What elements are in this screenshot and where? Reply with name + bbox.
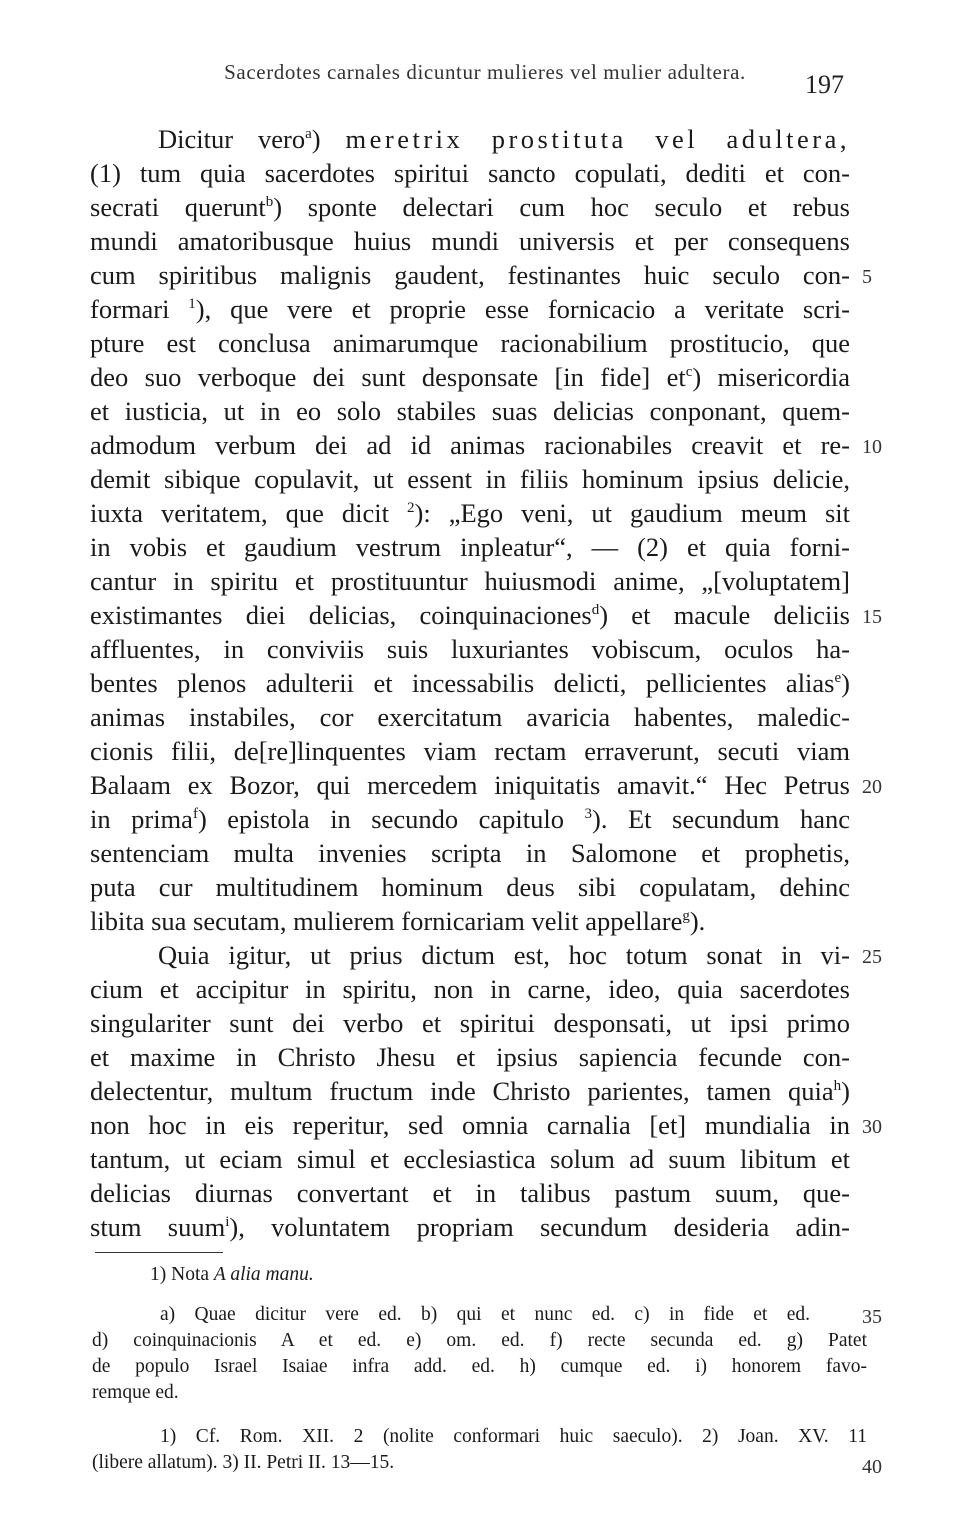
text-line: Dicitur vero$^a$) meretrix prostituta vel adultera, <box>158 124 850 154</box>
text-line: affluentes, in conviviis suis luxuriantes vobiscum, oculos ha- <box>90 634 850 664</box>
footnote-separator <box>95 1252 223 1253</box>
text-line: in prima$^f$) epistola in secundo capitulo $^3$). Et secundum hanc <box>90 804 850 834</box>
text-line: delicias diurnas convertant et in talibus pastum suum, que- <box>90 1178 850 1208</box>
text-line: demit sibique copulavit, ut essent in filiis hominum ipsius delicie, <box>90 464 850 494</box>
text-line: delectentur, multum fructum inde Christo parientes, tamen quia$^h$) <box>90 1076 850 1106</box>
text-line: puta cur multitudinem hominum deus sibi copulatam, dehinc <box>90 872 850 902</box>
text-line: admodum verbum dei ad id animas racionabiles creavit et re- <box>90 430 850 460</box>
text-line: libita sua secutam, mulierem fornicariam velit appellare$^g$). <box>90 906 706 936</box>
text-line: secrati querunt$^b$) sponte delectari cum hoc seculo et rebus <box>90 192 850 222</box>
text-line: et maxime in Christo Jhesu et ipsius sapiencia fecunde con- <box>90 1042 850 1072</box>
footnote-line: d) coinquinacionis A et ed. e) om. ed. f) recte secunda ed. g) Patet <box>92 1330 867 1351</box>
text-line: sentenciam multa invenies scripta in Salomone et prophetis, <box>90 838 850 868</box>
text-line: et iusticia, ut in eo solo stabiles suas delicias conponant, quem- <box>90 396 850 426</box>
text-line: in vobis et gaudium vestrum inpleatur“, — (2) et quia forni- <box>90 532 850 562</box>
footnote-line: a) Quae dicitur vere ed. b) qui et nunc ed. c) in fide et ed. <box>160 1304 810 1325</box>
line-number: 40 <box>862 1456 882 1478</box>
text-line: (1) tum quia sacerdotes spiritui sancto copulati, dediti et con- <box>90 158 850 188</box>
line-number: 5 <box>862 266 872 288</box>
text-line: bentes plenos adulterii et incessabilis delicti, pellicientes alias$^e$) <box>90 668 850 698</box>
text-line: deo suo verboque dei sunt desponsate [in fide] $et^c$) misericordia <box>90 362 850 392</box>
line-number: 35 <box>862 1306 882 1328</box>
marginal-note: 1) Nota A alia manu. <box>150 1264 314 1285</box>
source-line: (libere allatum). 3) II. Petri II. 13—15. <box>92 1452 395 1473</box>
text-line: iuxta veritatem, que dicit $^2$): „Ego veni, ut gaudium meum sit <box>90 498 850 528</box>
text-line: stum suum$^i$), voluntatem propriam secundum desideria adin- <box>90 1212 850 1242</box>
text-line: animas instabiles, cor exercitatum avaricia habentes, maledic- <box>90 702 850 732</box>
text-line: Quia igitur, ut prius dictum est, hoc totum sonat in vi- <box>158 940 850 970</box>
running-title: Sacerdotes carnales dicuntur mulieres vel mulier adultera. <box>224 60 746 84</box>
text-line: formari $^1$), que vere et proprie esse fornicacio a veritate scri- <box>90 294 850 324</box>
text-line: mundi amatoribusque huius mundi universis et per consequens <box>90 226 850 256</box>
page-number: 197 <box>805 70 844 99</box>
line-number: 10 <box>862 436 882 458</box>
line-number: 30 <box>862 1116 882 1138</box>
line-number: 15 <box>862 606 882 628</box>
footnote-line: de populo Israel Isaiae infra add. ed. h) cumque ed. i) honorem favo- <box>92 1356 867 1377</box>
footnote-line: remque ed. <box>92 1382 179 1403</box>
line-number: 20 <box>862 776 882 798</box>
text-line: non hoc in eis reperitur, sed omnia carnalia [et] mundialia in <box>90 1110 850 1140</box>
text-line: Balaam ex Bozor, qui mercedem iniquitatis amavit.“ Hec Petrus <box>90 770 850 800</box>
text-line: cium et accipitur in spiritu, non in carne, ideo, quia sacerdotes <box>90 974 850 1004</box>
text-line: cantur in spiritu et prostituuntur huiusmodi anime, „[voluptatem] <box>90 566 850 596</box>
text-line: pture est conclusa animarumque racionabilium prostitucio, que <box>90 328 850 358</box>
text-line: cum spiritibus malignis gaudent, festinantes huic seculo con- <box>90 260 850 290</box>
text-line: existimantes diei delicias, coinquinaciones$^d$) et macule deliciis <box>90 600 850 630</box>
line-number: 25 <box>862 946 882 968</box>
text-line: tantum, ut eciam simul et ecclesiastica solum ad suum libitum et <box>90 1144 850 1174</box>
source-line: 1) Cf. Rom. XII. 2 (nolite conformari huic saeculo). 2) Joan. XV. 11 <box>160 1426 867 1447</box>
text-line: singulariter sunt dei verbo et spiritui desponsati, ut ipsi primo <box>90 1008 850 1038</box>
text-line: cionis filii, de[re]linquentes viam rectam erraverunt, secuti viam <box>90 736 850 766</box>
